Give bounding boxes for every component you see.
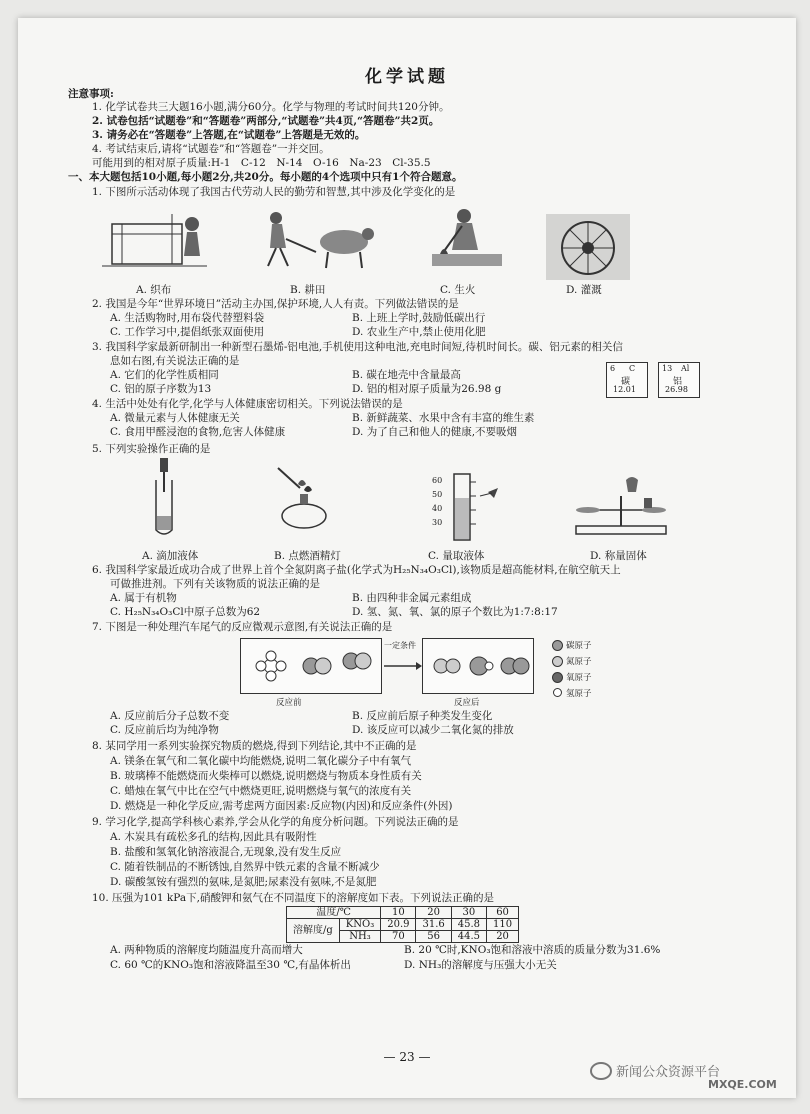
aluminum-name: 铝 [673,377,683,387]
reaction-condition: 一定条件 [384,641,416,650]
q5-stem: 5. 下列实验操作正确的是 [92,443,211,455]
nitrogen-atom-legend-icon [552,656,563,667]
q7-option-a: A. 反应前后分子总数不变 [110,710,230,722]
header-temperature: 温度/℃ [287,907,381,919]
q5-option-a: A. 滴加液体 [142,550,199,562]
q9-option-b: B. 盐酸和氢氧化钠溶液混合,无现象,没有发生反应 [110,846,342,858]
legend-hydrogen: 氢原子 [566,689,592,699]
table-cell: KNO₃ [339,919,380,931]
q1-option-a: A. 织布 [136,284,172,296]
q6-option-d: D. 氢、氮、氧、氯的原子个数比为1:7:8:17 [352,606,558,618]
q9-option-a: A. 木炭具有疏松多孔的结构,因此具有吸附性 [110,831,317,843]
legend-oxygen: 氧原子 [566,673,592,683]
q2-option-b: B. 上班上学时,鼓励低碳出行 [352,312,486,324]
table-cell: 56 [416,931,451,943]
hydrogen-atom-legend-icon [553,688,562,697]
atomic-masses: 可能用到的相对原子质量:H-1 C-12 N-14 O-16 Na-23 Cl-35.5 [92,157,431,169]
aluminum-mass: 26.98 [665,385,688,394]
carbon-element-card [606,362,648,398]
table-row [287,907,519,919]
q3-stem-line2: 息如右图,有关说法正确的是 [110,355,240,367]
q10-stem: 10. 压强为101 kPa下,硝酸钾和氨气在不同温度下的溶解度如下表。下列说法正确的是 [92,892,494,904]
notes-heading: 注意事项: [68,88,114,100]
q9-option-d: D. 碳酸氢铵有强烈的氨味,是氮肥;尿素没有氨味,不是氮肥 [110,876,377,888]
q4-option-d: D. 为了自己和他人的健康,不要吸烟 [352,426,518,438]
alcohol-lamp-illustration [258,462,348,532]
aluminum-symbol: Al [681,364,690,373]
q8-stem: 8. 某同学用一系列实验探究物质的燃烧,得到下列结论,其中不正确的是 [92,740,417,752]
q3-option-b: B. 碳在地壳中含量最高 [352,369,461,381]
legend-carbon: 碳原子 [566,641,592,651]
exam-page [18,18,796,1098]
q1-option-d: D. 灌溉 [566,284,602,296]
q5-option-c: C. 量取液体 [428,550,485,562]
plowing-ox-illustration [256,204,376,276]
table-cell: NH₃ [339,931,380,943]
q3-stem-line1: 3. 我国科学家最新研制出一种新型石墨烯-铝电池,手机使用这种电池,充电时间短,待机时间长。碳、铝元素的相关信 [92,341,623,353]
q3-option-a: A. 它们的化学性质相同 [110,369,219,381]
note-4: 4. 考试结束后,请将“试题卷”和“答题卷”一并交回。 [92,143,330,155]
reaction-arrow [382,652,422,672]
watermark-text: 新闻公众资源平台 [616,1065,721,1080]
table-row [287,919,519,931]
table-cell: 31.6 [416,919,451,931]
q3-option-c: C. 铝的原子序数为13 [110,383,212,395]
label-after: 反应后 [454,698,480,708]
cylinder-mark-60: 60 [432,476,443,485]
dropper-test-tube-illustration [138,458,198,538]
balance-scale-illustration [566,470,676,540]
section-1-heading: 一、本大题包括10小题,每小题2分,共20分。每小题的4个选项中只有1个符合题意。 [68,171,463,183]
q2-option-d: D. 农业生产中,禁止使用化肥 [352,326,486,338]
q4-stem: 4. 生活中处处有化学,化学与人体健康密切相关。下列说法错误的是 [92,398,403,410]
q1-stem: 1. 下图所示活动体现了我国古代劳动人民的勤劳和智慧,其中涉及化学变化的是 [92,186,456,198]
table-cell: 45.8 [451,919,486,931]
table-cell: 20 [416,907,451,919]
reactant-molecules [241,639,381,693]
table-cell: 20 [487,931,519,943]
carbon-name: 碳 [621,377,631,387]
page-title: 化学试题 [365,67,449,87]
q4-option-a: A. 微量元素与人体健康无关 [110,412,240,424]
table-cell: 110 [487,919,519,931]
q7-stem: 7. 下图是一种处理汽车尾气的反应微观示意图,有关说法正确的是 [92,621,393,633]
graduated-cylinder-illustration [436,468,506,544]
q5-option-b: B. 点燃酒精灯 [274,550,341,562]
q8-option-b: B. 玻璃棒不能燃烧而火柴棒可以燃烧,说明燃烧与物质本身性质有关 [110,770,422,782]
table-cell: 70 [381,931,416,943]
q6-option-c: C. H₂₅N₃₄O₃Cl中原子总数为62 [110,606,261,618]
note-3: 3. 请务必在“答题卷”上答题,在“试题卷”上答题是无效的。 [92,129,366,141]
irrigation-wheel-illustration [546,214,630,280]
wechat-icon [590,1062,612,1080]
q6-stem-line1: 6. 我国科学家最近成功合成了世界上首个全氮阴离子盐(化学式为H₂₅N₃₄O₃Cl),该物质是超高能材料,在航空航天上 [92,564,621,576]
q7-option-c: C. 反应前后均为纯净物 [110,724,219,736]
q9-option-c: C. 随着铁制品的不断锈蚀,自然界中铁元素的含量不断减少 [110,861,380,873]
cylinder-mark-50: 50 [432,490,443,499]
header-solubility: 溶解度/g [287,919,340,943]
aluminum-element-card [658,362,700,398]
q7-before-box [240,638,382,694]
aluminum-atomic-number: 13 [662,364,673,373]
table-cell: 60 [487,907,519,919]
q7-option-d: D. 该反应可以减少二氧化氮的排放 [352,724,514,736]
q6-option-b: B. 由四种非金属元素组成 [352,592,472,604]
weaving-loom-illustration [102,204,212,276]
note-2: 2. 试卷包括“试题卷”和“答题卷”两部分,“试题卷”共4页,“答题卷”共2页。 [92,115,440,127]
q6-stem-line2: 可做推进剂。下列有关该物质的说法正确的是 [110,578,320,590]
q8-option-a: A. 镁条在氧气和二氧化碳中均能燃烧,说明二氧化碳分子中有氧气 [110,755,412,767]
legend-nitrogen: 氮原子 [566,657,592,667]
page-number: — 23 — [383,1050,431,1064]
q10-option-a: A. 两种物质的溶解度均随温度升高而增大 [110,944,303,956]
q9-stem: 9. 学习化学,提高学科核心素养,学会从化学的角度分析问题。下列说法正确的是 [92,816,459,828]
q8-option-d: D. 燃烧是一种化学反应,需考虑两方面因素:反应物(内因)和反应条件(外因) [110,800,453,812]
carbon-mass: 12.01 [613,385,636,394]
table-cell: 20.9 [381,919,416,931]
q3-option-d: D. 铝的相对原子质量为26.98 g [352,383,502,395]
q1-option-c: C. 生火 [440,284,476,296]
q4-option-c: C. 食用甲醛浸泡的食物,危害人体健康 [110,426,286,438]
cylinder-mark-40: 40 [432,504,443,513]
carbon-atom-legend-icon [552,640,563,651]
oxygen-atom-legend-icon [552,672,563,683]
q10-option-c: C. 60 ℃的KNO₃饱和溶液降温至30 ℃,有晶体析出 [110,959,351,971]
q1-option-b: B. 耕田 [290,284,326,296]
q7-option-b: B. 反应前后原子种类发生变化 [352,710,493,722]
product-molecules [423,639,533,693]
q2-stem: 2. 我国是今年“世界环境日”活动主办国,保护环境,人人有责。下列做法错误的是 [92,298,459,310]
table-cell: 30 [451,907,486,919]
q8-option-c: C. 蜡烛在氧气中比在空气中燃烧更旺,说明燃烧与氧气的浓度有关 [110,785,412,797]
q7-after-box [422,638,534,694]
label-before: 反应前 [276,698,302,708]
q2-option-a: A. 生活购物时,用布袋代替塑料袋 [110,312,265,324]
q6-option-a: A. 属于有机物 [110,592,177,604]
q5-option-d: D. 称量固体 [590,550,647,562]
carbon-atomic-number: 6 [610,364,616,373]
q10-option-b: B. 20 ℃时,KNO₃饱和溶液中溶质的质量分数为31.6% [404,944,661,956]
carbon-symbol: C [629,364,636,373]
q10-option-d: D. NH₃的溶解度与压强大小无关 [404,959,557,971]
solubility-table [286,906,519,943]
table-cell: 10 [381,907,416,919]
q4-option-b: B. 新鲜蔬菜、水果中含有丰富的维生素 [352,412,535,424]
note-1: 1. 化学试卷共三大题16小题,满分60分。化学与物理的考试时间共120分钟。 [92,101,450,113]
watermark-site: MXQE.COM [708,1078,777,1091]
cylinder-mark-30: 30 [432,518,443,527]
table-cell: 44.5 [451,931,486,943]
fire-making-illustration [412,204,512,276]
q2-option-c: C. 工作学习中,提倡纸张双面使用 [110,326,265,338]
